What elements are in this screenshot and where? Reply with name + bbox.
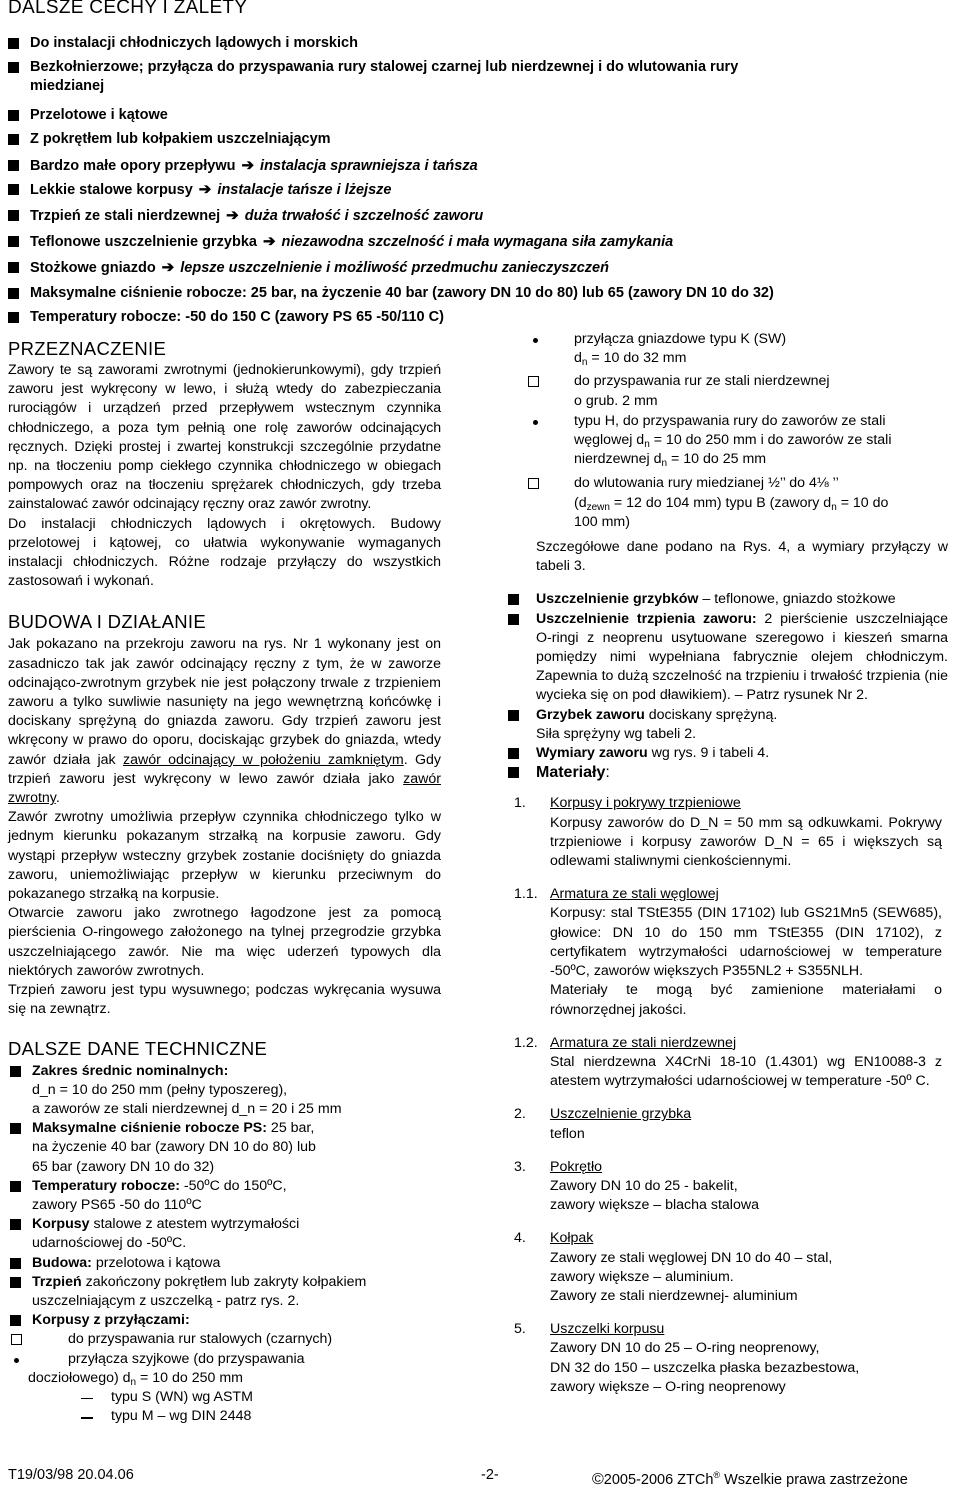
sub-list: do przyspawania rur stalowych (czarnych) przyłącza szyjkowe (do przyspawania docziołowego) $d_n = 10$ do 250 mm typu S (WN) wg ASTM typu M – wg DIN 2448 (8, 1330, 441, 1426)
bullet-square-icon (10, 1315, 21, 1326)
przeznaczenie-p1: Zawory te są zaworami zwrotnymi (jednokierunkowymi), gdy trzpień zaworu jest wykręcony w lewo, i służą wtedy do zabezpieczania rurociągów i urządzeń przed przepływem wstecznym czynnika chłodniczego, a poza tym pełnią one rolę zaworów odcinających ręcznych. Dzięki prostej i zwartej konstrukcji szczególnie przydatne np. na tłoczeniu pomp ciekłego czynnika chłodniczego w obiegach pompowych oraz na tłoczeniu sprężarek chłodniczych, gdy trzeba zainstalować zawór odcinający ręczny oraz zawór zwrotny. (8, 362, 441, 513)
bullet-square-icon (8, 288, 19, 299)
przeznaczenie-p2: Do instalacji chłodniczych lądowych i okrętowych. Budowy przelotowej i kątowej, co ułatwia wykonywanie wymaganych instalacji chłodniczych. Różne rodzaje przyłączy do wszystkich zastosowań i wykonań. (8, 515, 441, 590)
left-column (8, 338, 441, 1426)
bullet-square-icon (10, 1123, 21, 1134)
material-item: 5. Uszczelki korpusu Zawory DN 10 do 25 – O-ring neoprenowy, DN 32 do 150 – uszczelka płaska bezazbestowa, zawory większe – O-ring neoprenowy (514, 1321, 860, 1395)
materials-list (514, 794, 942, 1396)
material-item: 1.1. Armatura ze stali węglowej Korpusy: stal TStE355 (DIN 17102) lub GS21Mn5 (SEW685), głowice: DN 10 do 150 mm TStE355 (DIN 17102), z certyfikatem wytrzymałości udarnościowej w temperature -50ºC, zaworów większych P355NL2 + S355NLH. Materiały te mogą być zamienione materiałami o równorzędnej jakości. (514, 886, 942, 1018)
right-column (514, 330, 948, 1411)
material-item: 1. Korpusy i pokrywy trzpieniowe Korpusy zaworów do D_N = 50 mm są odkuwkami. Pokrywy trzpieniowe i korpusy zaworów D_N = 65 i większych są odlewami staliwnymi cienkościennymi. (514, 795, 942, 870)
budowa-p3: Otwarcie zaworu jako zwrotnego łagodzone jest za pomocą pierścienia O-ringowego założonego na tylnej przegrodzie grzybka uszczelniającego zawór. Nie ma więc uderzeń typowych dla niektórych zaworów zwrotnych. (8, 905, 441, 979)
budowa-p4: Trzpień zaworu jest typu wysuwnego; podczas wykręcania wysuwa się na zewnątrz. (8, 982, 441, 1018)
feature-item: Teflonowe uszczelnienie grzybka ➔ niezawodna szczelność i mała wymagana siła zamykania (8, 232, 673, 252)
arrow-right-icon: ➔ (226, 207, 239, 224)
specs-list: Uszczelnienie grzybków – teflonowe, gniazdo stożkowe Uszczelnienie trzpienia zaworu: 2 pierścienie uszczelniające O-ringi z neoprenu usytuowane szeregowo i kieszeń smarna pomiędzy nimi wypełniana fabrycznie olejem chłodniczym. Zapewnia to dużą szczelność na trzpieniu i trwałość trzpienia (nie wycieka się on pod dławikiem). – Patrz rysunek Nr 2. Grzybek zaworu dociskany sprężyną. Siła sprężyny wg tabeli 2. Wymiary zaworu wg rys. 9 i tabeli 4. Materiały: (520, 590, 948, 782)
arrow-right-icon: ➔ (262, 233, 276, 250)
material-item: 2. Uszczelnienie grzybka teflon (514, 1106, 692, 1142)
bullet-square-icon (8, 210, 19, 221)
tech-item: Trzpień zakończony pokrętłem lub zakryty kołpakiem uszczelniającym z uszczelką - patrz rys. 2. (8, 1273, 441, 1311)
feature-item: Bezkołnierzowe; przyłącza do przyspawania rury stalowej czarnej lub nierdzewnej i do wlutowania rury miedzianej (8, 58, 738, 96)
bullet-square-icon (10, 1066, 21, 1077)
material-item: 4. Kołpak Zawory ze stali węglowej DN 10 do 40 – stal, zawory większe – aluminium. Zawory ze stali nierdzewnej- aluminium (514, 1230, 833, 1304)
arrow-right-icon: ➔ (161, 259, 175, 276)
material-item: 3. Pokrętło Zawory DN 10 do 25 - bakelit, zawory większe – blacha stalowa (514, 1158, 759, 1214)
bullet-square-icon (8, 38, 19, 49)
page-number: -2- (481, 1467, 499, 1483)
feature-item: Do instalacji chłodniczych lądowych i morskich (8, 34, 358, 53)
arrow-right-icon: ➔ (241, 157, 255, 174)
tech-item: Korpusy z przyłączami: (8, 1311, 441, 1330)
bullet-square-icon (8, 110, 19, 121)
budowa-p1: Jak pokazano na przekroju zaworu na rys. Nr 1 wykonany jest on zasadniczo tak jak zawór odcinający ręczny z tym, że w zaworze odcinająco-zwrotnym grzybek nie jest połączony trwale z trzpieniem zaworu a tylko suwliwie nasunięty na jego wewnętrzną końcówkę i dociskany sprężyną do gniazda zaworu. Gdy trzpień zaworu jest wkręcony w prawo do oporu, dociskając grzybek do gniazda, wtedy zawór działa jak zawór odcinający w położeniu zamkniętym. Gdy trzpień zaworu jest wykręcony w lewo zawór działa jako zawór zwrotny. (8, 636, 441, 807)
tech-item: Temperatury robocze: -50ºC do 150ºC, zawory PS65 -50 do 110ºC (8, 1177, 441, 1215)
footer-left: T19/03/98 20.04.06 (8, 1467, 134, 1483)
feature-item: Bardzo małe opory przepływu ➔ instalacja sprawniejsza i tańsza (8, 156, 478, 176)
dane-heading: DALSZE DANE TECHNICZNE (8, 1037, 268, 1059)
feature-item: Przelotowe i kątowe (8, 106, 168, 125)
bullet-square-icon (10, 1277, 21, 1288)
connector-types: przyłącza gniazdowe typu K (SW) $d_n = 10$ do 32 mm do przyspawania rur ze stali nierdzewnej o grub. 2 mm typu H, do przyspawania rury do zaworów ze stali węglowej $d_n = 10$ do 250 mm i do zaworów ze stali nierdzewnej $d_n = 10$ do 25 mm do wlutowania rury miedzianej ½’’ do 4⅛ ’’ ($d_{zewn} = 12$ do 104 mm) typu B (zawory $d_n = 10$ do 100 mm) (520, 330, 948, 532)
bullet-square-icon (8, 262, 19, 273)
bullet-square-icon (10, 1219, 21, 1230)
feature-item: Maksymalne ciśnienie robocze: 25 bar, na życzenie 40 bar (zawory DN 10 do 80) lub 65 (zawory DN 10 do 32) (8, 284, 774, 303)
bullet-square-icon (8, 312, 19, 323)
przeznaczenie-heading: PRZEZNACZENIE (8, 338, 167, 359)
copyright: ©2005-2006 ZTCh® Wszelkie prawa zastrzeżone (592, 1470, 908, 1488)
tech-item: Zakres średnic nominalnych: d_n = 10 do 250 mm (pełny typoszereg), a zaworów ze stali nierdzewnej d_n = 20 i 25 mm (8, 1062, 441, 1120)
budowa-heading: BUDOWA I DZIAŁANIE (8, 611, 206, 633)
bullet-square-icon (10, 1181, 21, 1192)
bullet-square-icon (8, 236, 19, 247)
bullet-square-icon (10, 1258, 21, 1269)
budowa-p2: Zawór zwrotny umożliwia przepływ czynnika chłodniczego tylko w jednym kierunku pokazanym strzałką na korpusie zaworu. Gdy wystąpi przepływ wsteczny grzybek zostanie dociśnięty do gniazda zaworu, uniemożliwiając przepływ w kierunku przeciwnym do pokazanego strzałką na korpusie. (8, 809, 441, 903)
feature-item: Z pokrętłem lub kołpakiem uszczelniającym (8, 130, 331, 149)
feature-item: Stożkowe gniazdo ➔ lepsze uszczelnienie i możliwość przedmuchu zanieczyszczeń (8, 258, 609, 278)
tech-item: Korpusy stalowe z atestem wytrzymałości udarnościowej do -50ºC. (8, 1215, 441, 1253)
arrow-right-icon: ➔ (198, 181, 212, 198)
tech-item: Budowa: przelotowa i kątowa (8, 1254, 441, 1273)
feature-item: Temperatury robocze: -50 do 150 C (zawory PS 65 -50/110 C) (8, 308, 444, 327)
bullet-square-icon (8, 184, 19, 195)
tech-item: Maksymalne ciśnienie robocze PS: 25 bar, na życzenie 40 bar (zawory DN 10 do 80) lub 65 bar (zawory DN 10 do 32) (8, 1119, 441, 1177)
feature-item: Trzpień ze stali nierdzewnej ➔ duża trwałość i szczelność zaworu (8, 206, 483, 226)
bullet-square-icon (8, 134, 19, 145)
feature-item: Lekkie stalowe korpusy ➔ instalacje tańsze i lżejsze (8, 180, 391, 200)
details-note: Szczegółowe dane podano na Rys. 4, a wymiary przyłączy w tabeli 3. (536, 539, 948, 575)
bullet-square-icon (8, 160, 19, 171)
bullet-square-icon (8, 62, 19, 73)
dane-list (8, 1062, 441, 1331)
material-item: 1.2. Armatura ze stali nierdzewnej Stal nierdzewna X4CrNi 18-10 (1.4301) wg EN10088-3 z atestem wytrzymałości udarnościowej w temperature -50º C. (514, 1034, 942, 1090)
copyright-icon: © (592, 1470, 604, 1488)
page-title: DALSZE CECHY I ZALETY (8, 0, 248, 18)
